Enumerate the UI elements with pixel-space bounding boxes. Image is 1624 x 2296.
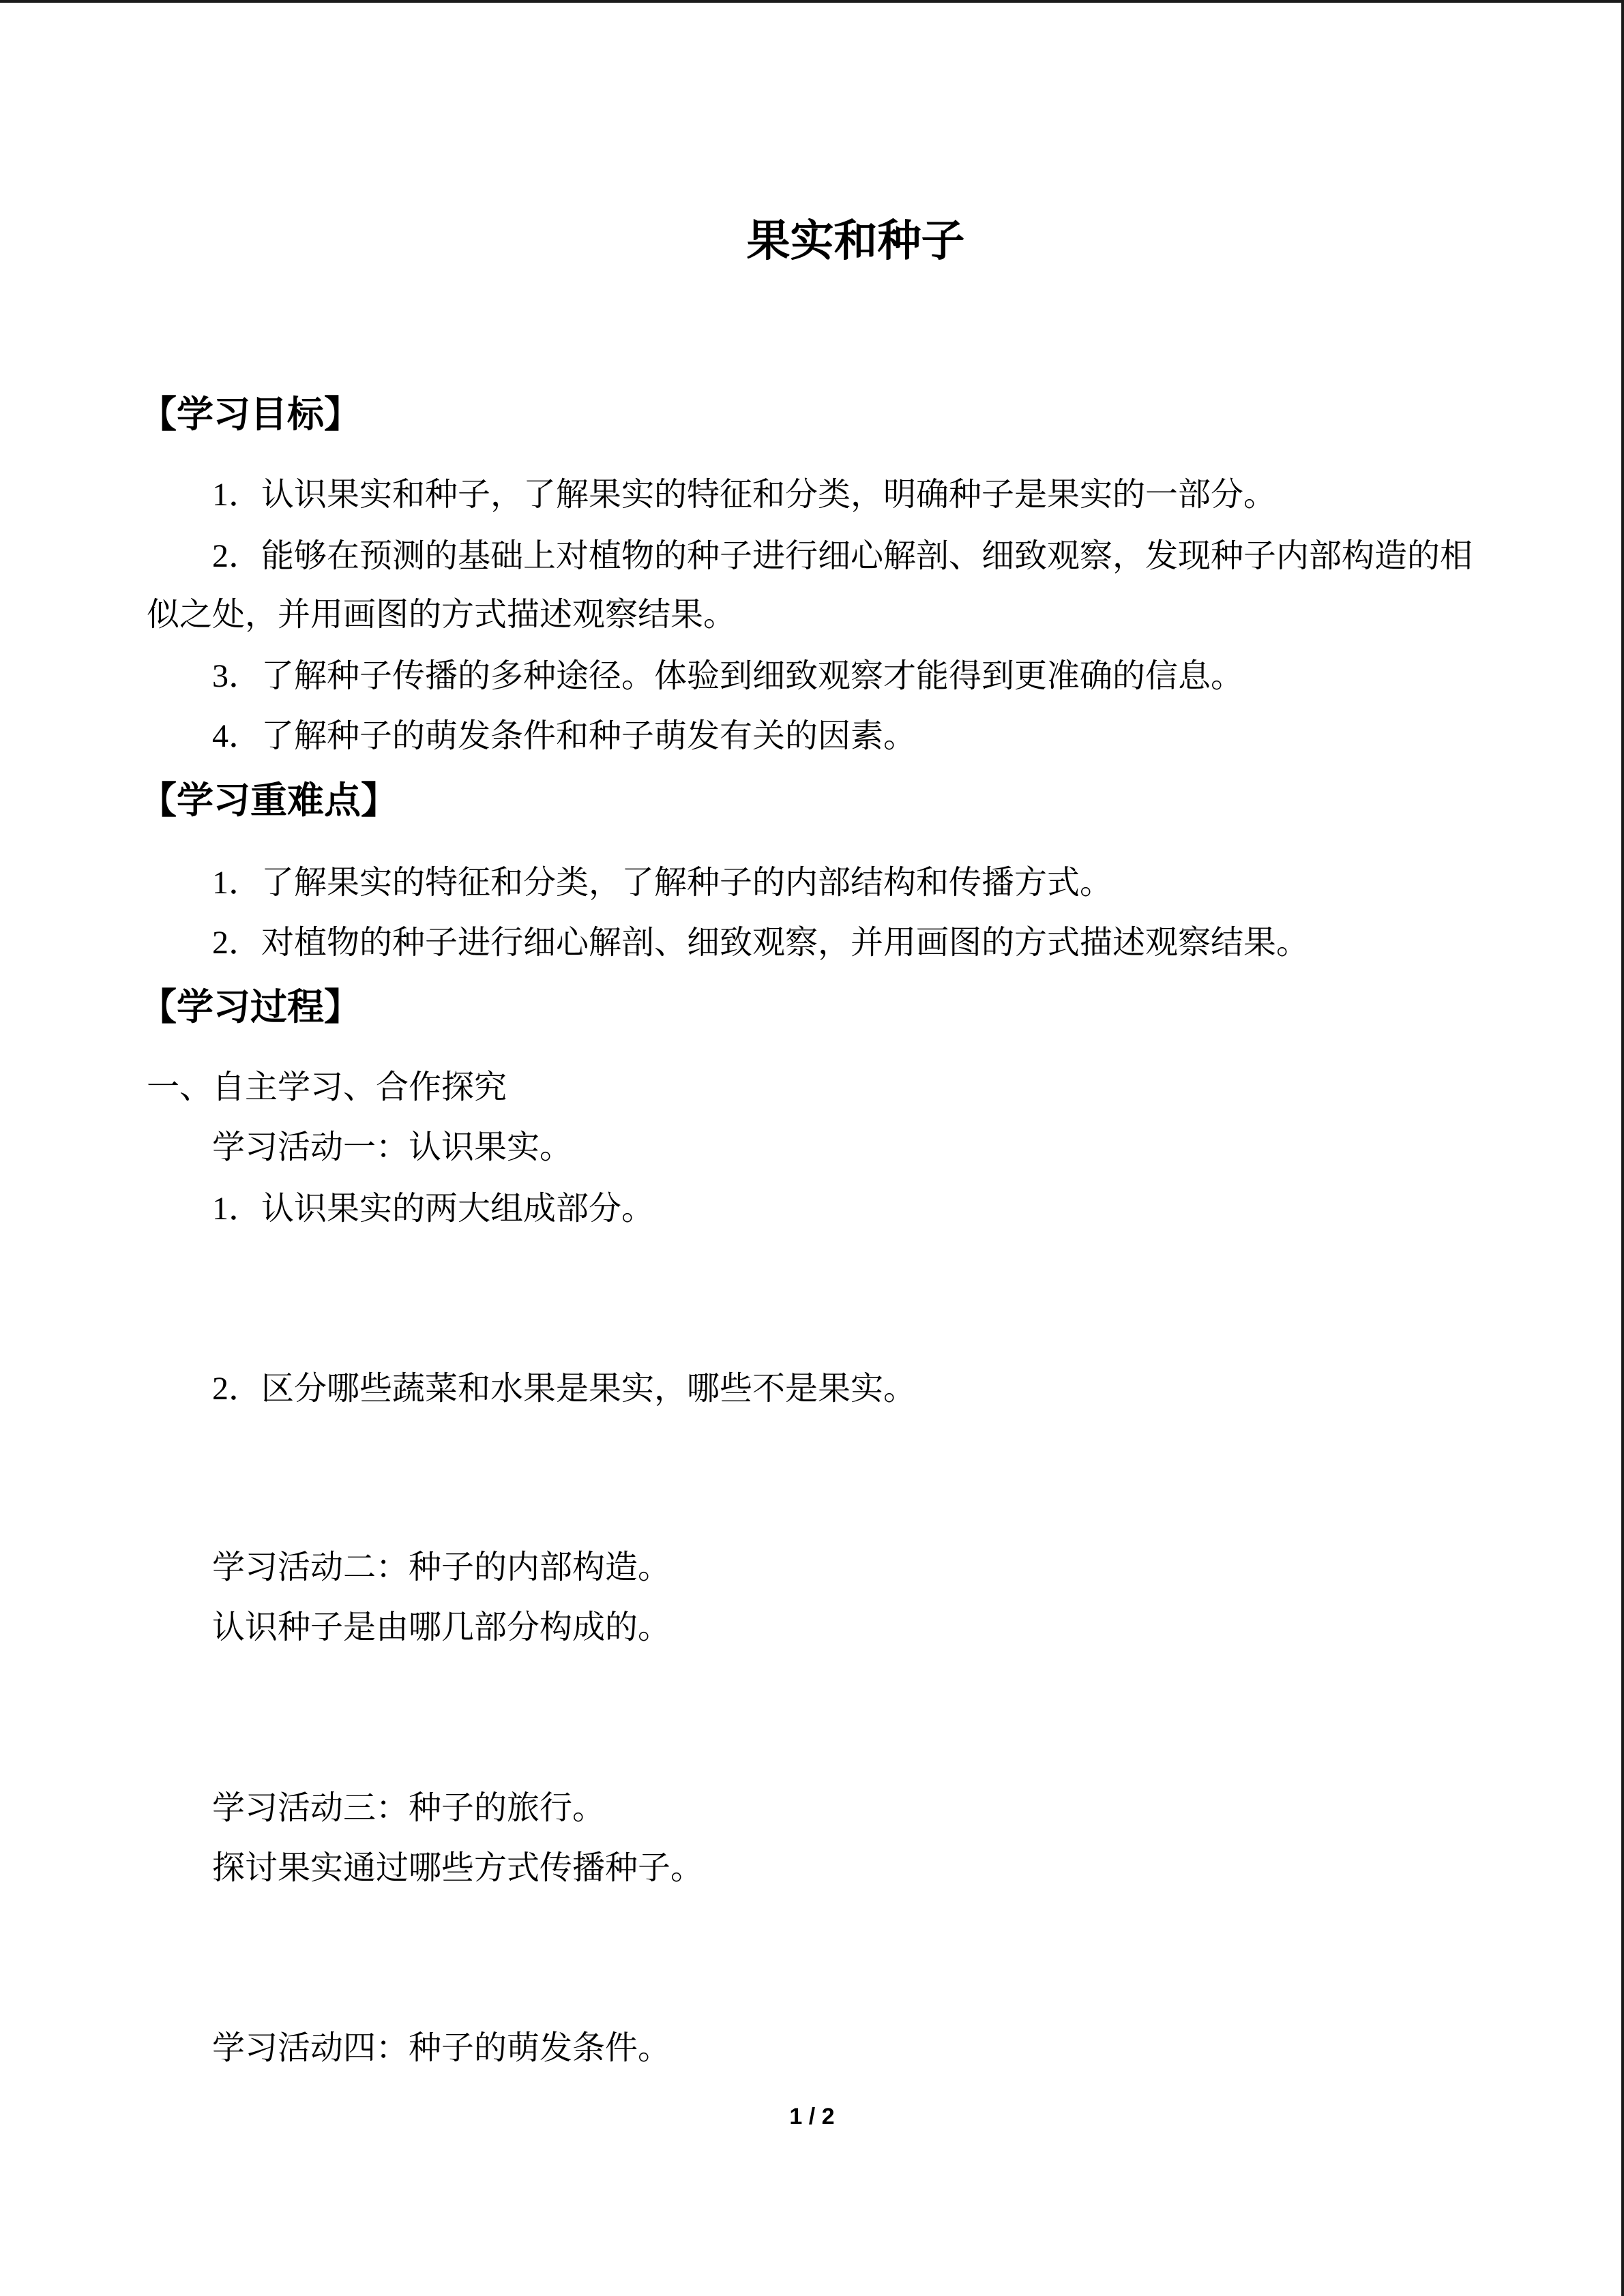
objective-item-4: 4．了解种子的萌发条件和种子萌发有关的因素。 [212,718,917,754]
objective-item-2: 2．能够在预测的基础上对植物的种子进行细心解剖、细致观察，发现种子内部构造的相 [212,538,1473,574]
objectives-heading: 【学习目标】 [140,393,361,436]
document-title: 果实和种子 [746,216,965,267]
activity-2-title: 学习活动二：种子的内部构造。 [212,1549,671,1585]
key-point-item-1: 1．了解果实的特征和分类，了解种子的内部结构和传播方式。 [212,865,1113,901]
page-border-right [1621,0,1624,2296]
objective-item-3: 3．了解种子传播的多种途径。体验到细致观察才能得到更准确的信息。 [212,658,1244,694]
process-heading: 【学习过程】 [140,985,361,1028]
activity-3-task-1: 探讨果实通过哪些方式传播种子。 [212,1850,704,1886]
activity-3-title: 学习活动三：种子的旅行。 [212,1790,606,1826]
process-section-title: 一、自主学习、合作探究 [147,1069,507,1105]
page-border-top [0,0,1624,3]
activity-2-task-1: 认识种子是由哪几部分构成的。 [212,1609,671,1645]
activity-1-task-1: 1．认识果实的两大组成部分。 [212,1191,655,1227]
page-number: 1 / 2 [789,2104,835,2130]
objective-item-1: 1．认识果实和种子，了解果实的特征和分类，明确种子是果实的一部分。 [212,477,1277,513]
activity-1-title: 学习活动一：认识果实。 [212,1129,573,1165]
key-points-heading: 【学习重难点】 [140,779,398,822]
objective-item-2-continuation: 似之处，并用画图的方式描述观察结果。 [147,597,737,633]
activity-4-title: 学习活动四：种子的萌发条件。 [212,2030,671,2066]
key-point-item-2: 2．对植物的种子进行细心解剖、细致观察，并用画图的方式描述观察结果。 [212,925,1310,961]
activity-1-task-2: 2．区分哪些蔬菜和水果是果实，哪些不是果实。 [212,1371,917,1407]
